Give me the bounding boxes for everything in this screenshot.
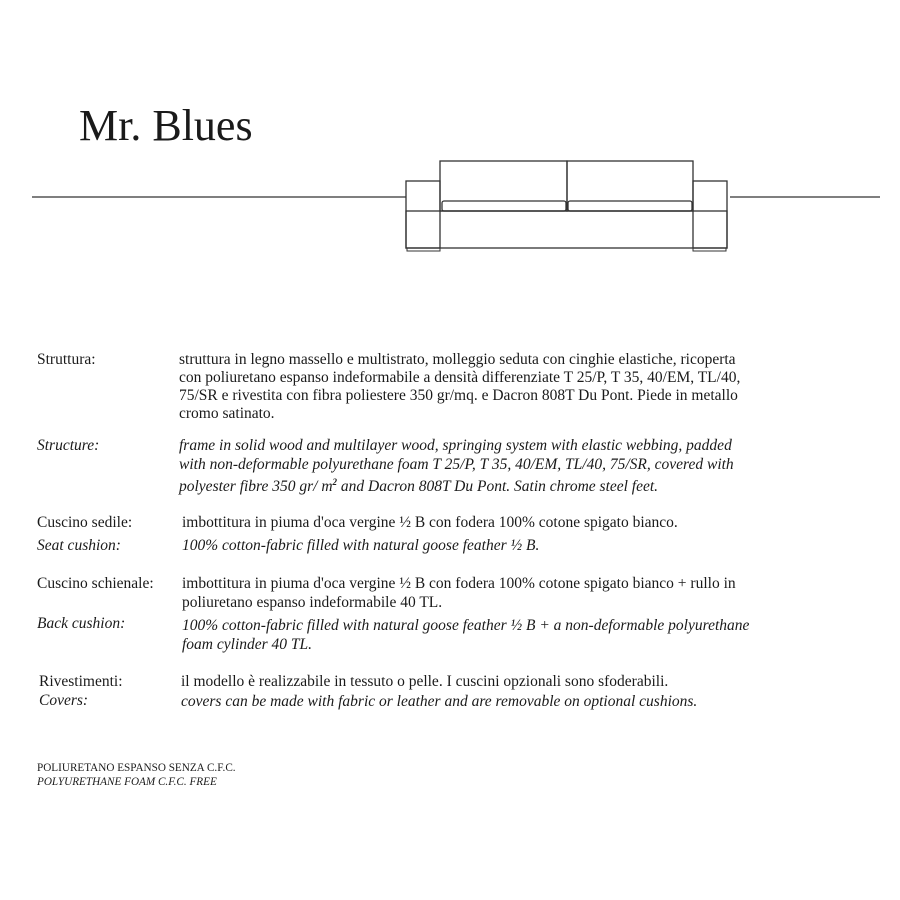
covers-text-it: il modello è realizzabile in tessuto o pelle. I cuscini opzionali sono sfoderabili. <box>181 673 669 690</box>
structure-text-it-line-3: 75/SR e rivestita con fibra poliestere 350 gr/mq. e Dacron 808T Du Pont. Piede in metallo <box>179 387 738 404</box>
structure-text-en-line-1: frame in solid wood and multilayer wood, springing system with elastic webbing, padded <box>179 437 732 454</box>
covers-text-en: covers can be made with fabric or leather and are removable on optional cushions. <box>181 693 698 710</box>
structure-label-it: Struttura: <box>37 351 96 368</box>
structure-label-en: Structure: <box>37 437 100 454</box>
structure-text-it-line-4: cromo satinato. <box>179 405 275 422</box>
seat-cushion-text-it <box>182 514 678 532</box>
seat-cushion-text-it-part-1: imbottitura in piuma d'oca vergine <box>182 514 400 531</box>
fraction-half: ½ <box>399 575 411 592</box>
structure-text-en-line-3 <box>179 478 658 496</box>
structure-text-it-line-2: con poliuretano espanso indeformabile a densità differenziate T 25/P, T 35, 40/EM, TL/40, <box>179 369 741 386</box>
sofa-seat-cushion-right <box>568 201 692 211</box>
sofa-base <box>406 211 727 248</box>
fraction-half: ½ <box>399 514 411 531</box>
superscript-2: 2 <box>332 477 338 487</box>
back-cushion-text-it-part-1: imbottitura in piuma d'oca vergine <box>182 575 400 592</box>
fraction-half: ½ <box>510 537 523 554</box>
structure-text-en-line-3-part-1: polyester fibre 350 gr/ m <box>179 478 333 495</box>
structure-text-it-line-1: struttura in legno massello e multistrato, molleggio seduta con cinghie elastiche, ricoperta <box>179 351 736 368</box>
seat-cushion-text-en-part-1: 100% cotton-fabric filled with natural goose feather <box>182 537 511 554</box>
footer-note-en: POLYURETHANE FOAM C.F.C. FREE <box>37 776 217 788</box>
sofa-seat-cushion-left <box>442 201 566 211</box>
structure-text-en-line-3-part-2: and Dacron 808T Du Pont. Satin chrome steel feet. <box>337 478 659 495</box>
sofa-back-cushion-left <box>440 161 567 211</box>
back-cushion-text-en-line-2: foam cylinder 40 TL. <box>182 636 313 653</box>
seat-cushion-label-en: Seat cushion: <box>37 537 121 554</box>
covers-label-it: Rivestimenti: <box>39 673 123 690</box>
sofa-left-arm <box>406 181 440 248</box>
back-cushion-label-it: Cuscino schienale: <box>37 575 154 592</box>
footer-note-it: POLIURETANO ESPANSO SENZA C.F.C. <box>37 762 236 774</box>
back-cushion-text-en-part-2: B + a non-deformable polyurethane <box>522 617 750 634</box>
sofa-front-elevation-drawing <box>0 150 900 260</box>
back-cushion-text-it-line-2: poliuretano espanso indeformabile 40 TL. <box>182 594 443 611</box>
sofa-foot-right <box>693 248 726 251</box>
fraction-half: ½ <box>510 617 523 634</box>
sofa-right-arm <box>693 181 727 248</box>
back-cushion-label-en: Back cushion: <box>37 615 126 632</box>
seat-cushion-text-it-part-2: B con fodera 100% cotone spigato bianco. <box>410 514 678 531</box>
structure-text-en-line-2: with non-deformable polyurethane foam T 25/P, T 35, 40/EM, TL/40, 75/SR, covered with <box>179 456 734 473</box>
seat-cushion-label-it: Cuscino sedile: <box>37 514 133 531</box>
back-cushion-text-en-part-1: 100% cotton-fabric filled with natural goose feather <box>182 617 511 634</box>
covers-label-en: Covers: <box>39 692 89 709</box>
back-cushion-text-it-line-1 <box>182 575 736 593</box>
seat-cushion-text-en <box>182 537 539 555</box>
back-cushion-text-en-line-1 <box>182 617 749 635</box>
back-cushion-text-it-part-2: B con fodera 100% cotone spigato bianco + rullo in <box>410 575 736 592</box>
sofa-back-cushion-right <box>567 161 693 211</box>
product-title: Mr. Blues <box>79 101 253 150</box>
seat-cushion-text-en-part-2: B. <box>522 537 540 554</box>
sofa-foot-left <box>407 248 440 251</box>
